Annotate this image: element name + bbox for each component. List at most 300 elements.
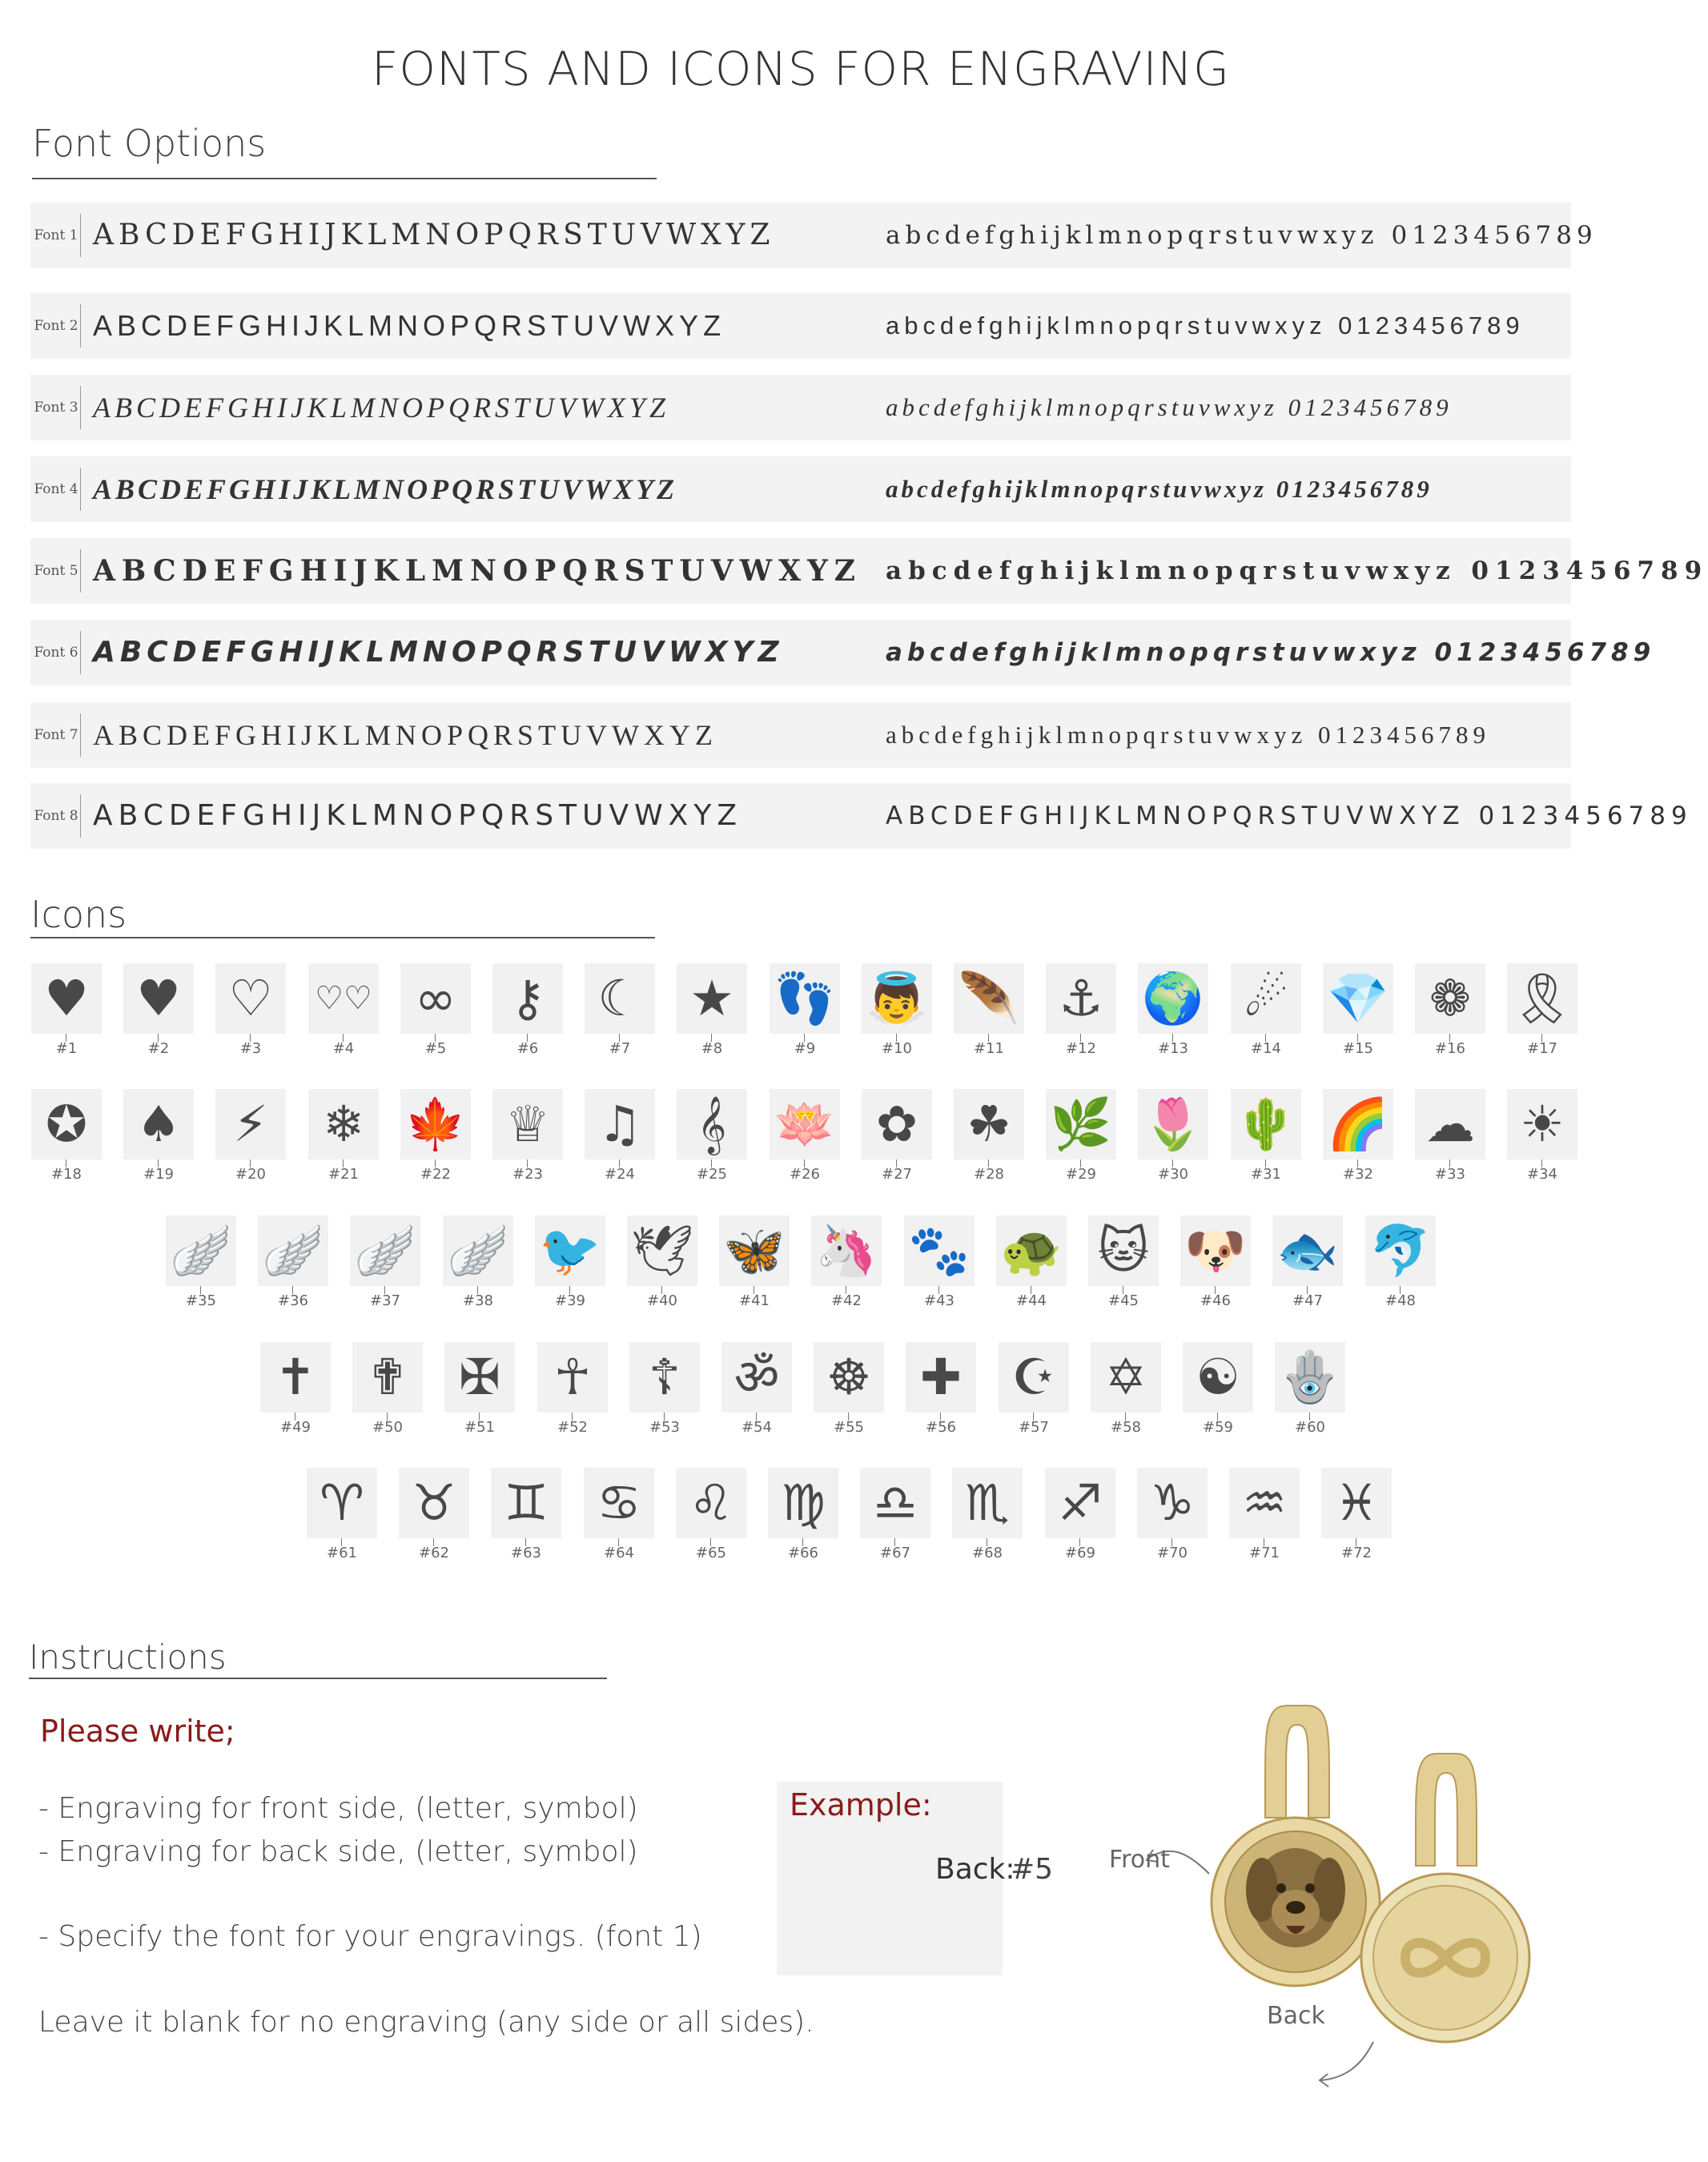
icon-glyph: ☸ [826,1348,871,1406]
icon-option [805,1342,893,1434]
icon-number: #9 [794,1040,816,1057]
icon-option [575,1468,663,1560]
icon-option [390,1468,478,1560]
icon-glyph: ♓ [1334,1473,1379,1532]
icon-option [668,963,756,1055]
icon-number: #31 [1251,1166,1281,1183]
infinity-icon [400,963,471,1034]
dove-icon [627,1216,697,1286]
icon-option [298,1468,386,1560]
icon-glyph: ☄ [1244,969,1288,1027]
globe-icon [1138,963,1208,1034]
icon-option [251,1342,340,1434]
treble-clef-icon [677,1089,747,1159]
om-icon [721,1342,792,1413]
icon-number: #14 [1251,1040,1281,1057]
icon-option [526,1216,614,1308]
icon-number: #53 [649,1419,680,1436]
instructions-heading: Instructions [29,1638,227,1677]
icon-glyph: ✝ [275,1348,316,1406]
icon-number: #38 [463,1292,493,1309]
icon-glyph: 👣 [774,969,836,1027]
icon-glyph: ♫ [597,1095,642,1153]
icon-glyph: ✡ [1105,1348,1147,1406]
font-uppercase-sample: ABCDEFGHIJKLMNOPQRSTUVWXYZ [93,554,862,588]
wing-left-icon [166,1216,236,1286]
icon-glyph: ⚡ [233,1095,268,1153]
capricorn-icon [1137,1468,1208,1538]
icon-option [484,1089,572,1181]
icon-glyph: 🦋 [723,1221,786,1280]
icon-option [759,1468,847,1560]
icon-option [1129,1089,1217,1181]
icon-number: #21 [328,1166,359,1183]
icon-number: #61 [327,1545,357,1561]
icon-glyph: ♕ [505,1095,550,1153]
icon-number: #6 [516,1040,539,1057]
icon-glyph: 🦄 [815,1221,878,1280]
please-write-label: Please write; [40,1714,235,1749]
plus-cross-icon [906,1342,976,1413]
icon-glyph: 🍁 [404,1095,467,1153]
icon-number: #67 [880,1545,910,1561]
icon-option [392,963,480,1055]
lightning-icon [215,1089,286,1159]
icon-number: #25 [697,1166,727,1183]
example-back-label: Back: [935,1853,1015,1886]
instructions-underline [29,1678,607,1679]
icon-glyph: ★ [689,969,734,1027]
font-uppercase-sample: ABCDEFGHIJKLMNOPQRSTUVWXYZ [93,309,726,342]
cancer-icon [584,1468,654,1538]
icon-glyph: ♒ [1242,1473,1287,1532]
icon-option [668,1089,756,1181]
icon-number: #26 [790,1166,820,1183]
icon-glyph: 🕊 [630,1221,694,1280]
font-lowercase-sample: abcdefghijklmnopqrstuvwxyz 0123456789 [886,638,1656,667]
cross-icon [260,1342,331,1413]
font-label: Font 8 [34,808,78,824]
icon-glyph: 𝄞 [697,1095,727,1153]
icon-glyph: 🌍 [1142,969,1204,1027]
icon-number: #40 [647,1292,677,1309]
icon-glyph: ☯ [1196,1348,1240,1406]
icon-number: #50 [372,1419,403,1436]
icon-glyph: 💎 [1327,969,1389,1027]
icon-number: #11 [974,1040,1004,1057]
butterfly-icon [719,1216,790,1286]
icon-glyph: ✟ [367,1348,408,1406]
hamsa-icon [1275,1342,1345,1413]
icon-option [1079,1216,1167,1308]
icon-option [945,963,1033,1055]
icon-glyph: 🐾 [908,1221,971,1280]
instruction-font: - Specify the font for your engravings. (font 1) [38,1920,702,1953]
font-lowercase-sample: abcdefghijklmnopqrstuvwxyz 0123456789 [886,311,1525,340]
icon-glyph: ✿ [876,1095,918,1153]
font-uppercase-sample: ABCDEFGHIJKLMNOPQRSTUVWXYZ [93,719,718,751]
icons-underline [30,937,655,938]
icon-glyph: ♎ [873,1473,918,1532]
icon-glyph: ☦ [648,1348,681,1406]
icons-heading: Icons [30,893,127,936]
icon-number: #44 [1016,1292,1047,1309]
font-options-heading: Font Options [32,122,267,165]
icon-option [576,963,664,1055]
icon-number: #32 [1343,1166,1373,1183]
icon-glyph: 🪶 [958,969,1020,1027]
icon-number: #72 [1341,1545,1372,1561]
anchor-icon [1046,963,1116,1034]
font-lowercase-sample: abcdefghijklmnopqrstuvwxyz 0123456789 [886,221,1597,250]
icon-glyph: ☀ [1520,1095,1565,1153]
icon-number: #13 [1158,1040,1188,1057]
icon-number: #16 [1435,1040,1465,1057]
pisces-icon [1321,1468,1392,1538]
font-lowercase-sample: abcdefghijklmnopqrstuvwxyz 0123456789 [886,475,1433,503]
icon-number: #71 [1249,1545,1280,1561]
icon-option [1082,1342,1170,1434]
icon-option [853,963,941,1055]
icon-glyph: 🐱 [1097,1221,1150,1280]
pendant-illustration [1105,1698,1585,2146]
font-row-7 [30,702,1571,768]
crown-icon [492,1089,563,1159]
icon-glyph: 🐶 [1184,1221,1247,1280]
aries-icon [307,1468,377,1538]
icon-option [22,963,111,1055]
star-of-david-icon [1091,1342,1161,1413]
font-label: Font 5 [34,563,78,579]
icon-number: #19 [143,1166,174,1183]
sagittarius-icon [1045,1468,1115,1538]
rainbow-icon [1323,1089,1393,1159]
bird-icon [535,1216,605,1286]
icon-number: #28 [974,1166,1004,1183]
icon-glyph: ❄ [323,1095,364,1153]
font-uppercase-sample: ABCDEFGHIJKLMNOPQRSTUVWXYZ [93,473,678,505]
icon-glyph: 🪽 [262,1221,324,1280]
ribbon-icon [1507,963,1577,1034]
shooting-star-icon [1231,963,1301,1034]
icon-glyph: ✪ [46,1095,87,1153]
font-row-1 [30,203,1597,268]
icon-number: #46 [1200,1292,1231,1309]
music-note-icon [585,1089,655,1159]
icon-number: #24 [605,1166,635,1183]
icon-option [761,1089,849,1181]
icon-number: #15 [1343,1040,1373,1057]
icon-number: #1 [55,1040,78,1057]
back-label: Back [1267,2002,1325,2030]
icon-option [943,1468,1031,1560]
cloud-icon [1415,1089,1485,1159]
ornate-cross-icon [444,1342,515,1413]
icon-number: #17 [1527,1040,1557,1057]
icon-option [897,1342,985,1434]
icon-glyph: 🌈 [1327,1095,1389,1153]
instruction-front: - Engraving for front side, (letter, symbol) [38,1792,638,1825]
icon-glyph: ♐ [1058,1473,1103,1532]
font-row-5 [30,538,1708,604]
font-lowercase-sample: abcdefghijklmnopqrstuvwxyz 0123456789 [886,393,1453,421]
icon-number: #10 [882,1040,912,1057]
font-uppercase-sample: ABCDEFGHIJKLMNOPQRSTUVWXYZ [93,636,784,669]
icon-option [392,1089,480,1181]
icon-number: #27 [882,1166,912,1183]
icon-number: #39 [555,1292,585,1309]
icon-option [1037,1089,1125,1181]
icon-number: #70 [1157,1545,1188,1561]
icon-option [157,1216,245,1308]
icon-glyph: ♥ [136,969,181,1027]
icon-option [434,1216,522,1308]
icon-option [115,963,203,1055]
icon-option [1266,1342,1354,1434]
font-row-6 [30,620,1656,685]
icon-glyph: 🪬 [1279,1348,1341,1406]
icon-glyph: 🐬 [1369,1221,1432,1280]
icon-option [990,1342,1078,1434]
turtle-icon [996,1216,1067,1286]
spade-icon [123,1089,194,1159]
icon-option [851,1468,939,1560]
icon-glyph: ☁ [1425,1095,1475,1153]
icon-glyph: 👼 [866,969,928,1027]
icon-option [249,1216,337,1308]
instruction-back: - Engraving for back side, (letter, symbol) [38,1835,638,1868]
font-label-separator [80,549,81,593]
icon-glyph: ♏ [965,1473,1010,1532]
gemini-icon [491,1468,561,1538]
icon-glyph: ॐ [733,1348,780,1406]
icon-number: #55 [834,1419,864,1436]
font-lowercase-sample: ABCDEFGHIJKLMNOPQRSTUVWXYZ 0123456789 [886,802,1693,830]
icon-glyph: ♍ [781,1473,826,1532]
icon-option [1037,963,1125,1055]
icon-glyph: ♑ [1150,1473,1195,1532]
olive-branch-icon [1046,1089,1116,1159]
aquarius-icon [1229,1468,1300,1538]
icon-number: #63 [511,1545,541,1561]
snowflake-icon [308,1089,379,1159]
icon-number: #66 [788,1545,818,1561]
icon-glyph: 🌿 [1050,1095,1112,1153]
icon-number: #36 [278,1292,308,1309]
two-hearts-icon [308,963,379,1034]
icon-option [621,1342,709,1434]
icon-number: #56 [926,1419,956,1436]
icon-glyph: 🐦 [539,1221,601,1280]
icon-number: #62 [419,1545,449,1561]
icon-option [299,1089,388,1181]
icon-glyph: ♠ [136,1095,181,1153]
sun-icon [1507,1089,1577,1159]
icon-option [22,1089,111,1181]
footprints-icon [770,963,840,1034]
icon-option [1174,1342,1262,1434]
instruction-blank: Leave it blank for no engraving (any side or all sides). [38,2006,814,2039]
icon-glyph: ✠ [459,1348,500,1406]
font-row-2 [30,293,1571,359]
icon-number: #33 [1435,1166,1465,1183]
icon-option [853,1089,941,1181]
back-pendant [1361,1754,1529,2042]
icon-number: #41 [739,1292,770,1309]
icon-option [341,1216,429,1308]
icon-glyph: ♊ [504,1473,549,1532]
icon-option [1036,1468,1124,1560]
icon-option [1314,963,1402,1055]
taurus-icon [399,1468,469,1538]
font-label: Font 4 [34,481,78,497]
font-uppercase-sample: ABCDEFGHIJKLMNOPQRSTUVWXYZ [93,799,742,832]
scorpio-icon [952,1468,1023,1538]
front-label: Front [1109,1846,1170,1874]
font-label-separator [80,713,81,757]
page-title: FONTS AND ICONS FOR ENGRAVING [372,42,1230,96]
icon-number: #45 [1108,1292,1139,1309]
leo-icon [676,1468,746,1538]
icon-option [115,1089,203,1181]
icon-number: #57 [1019,1419,1049,1436]
icon-number: #23 [512,1166,543,1183]
icon-option [667,1468,755,1560]
example-label: Example: [790,1787,932,1822]
font-lowercase-sample: abcdefghijklmnopqrstuvwxyz 0123456789 [886,721,1490,749]
icon-glyph: ♥ [44,969,89,1027]
lotus-icon [770,1089,840,1159]
icon-option [436,1342,524,1434]
icon-option [1498,963,1586,1055]
icon-number: #49 [280,1419,311,1436]
icon-option [484,963,572,1055]
icon-option [482,1468,570,1560]
icon-number: #68 [972,1545,1003,1561]
icon-glyph: ☥ [553,1348,592,1406]
font-label: Font 3 [34,400,78,416]
icon-option [802,1216,890,1308]
icon-number: #12 [1066,1040,1096,1057]
icon-number: #35 [186,1292,216,1309]
icon-glyph: 🌷 [1142,1095,1204,1153]
icon-number: #30 [1158,1166,1188,1183]
icon-option [1222,1089,1310,1181]
icon-option [576,1089,664,1181]
dharma-wheel-icon [814,1342,884,1413]
icon-glyph: 🪽 [354,1221,416,1280]
font-row-3 [30,375,1571,440]
icon-option [1356,1216,1445,1308]
font-label-separator [80,214,81,257]
icon-option [207,963,295,1055]
icon-glyph: ♌ [689,1473,733,1532]
icon-glyph: ⚓ [1059,969,1103,1027]
front-pendant [1212,1706,1380,1986]
icon-number: #18 [51,1166,82,1183]
icon-option [1171,1216,1260,1308]
icon-number: #5 [424,1040,447,1057]
icon-option [1406,1089,1494,1181]
icon-option [1264,1216,1352,1308]
ankh-icon [537,1342,608,1413]
icon-glyph: ∞ [415,969,456,1027]
font-label-separator [80,468,81,511]
yin-yang-icon [1183,1342,1253,1413]
icon-number: #7 [609,1040,631,1057]
icon-option [1220,1468,1308,1560]
back-arrow-icon [1321,2042,1373,2080]
icon-option [761,963,849,1055]
icon-option [1129,963,1217,1055]
heart-icon [31,963,102,1034]
icon-number: #37 [370,1292,400,1309]
font-uppercase-sample: ABCDEFGHIJKLMNOPQRSTUVWXYZ [93,219,775,251]
icon-option [710,1216,798,1308]
flower-icon [862,1089,932,1159]
icon-glyph: ♋ [597,1473,641,1532]
icon-glyph: ☘ [967,1095,1011,1153]
font-label: Font 6 [34,645,78,661]
icon-option [1498,1089,1586,1181]
icon-option [1314,1089,1402,1181]
tulip-icon [1138,1089,1208,1159]
diamond-icon [1323,963,1393,1034]
icon-option [1406,963,1494,1055]
icon-option [945,1089,1033,1181]
icon-number: #52 [557,1419,588,1436]
icon-option [344,1342,432,1434]
icon-glyph: 🐟 [1276,1221,1339,1280]
icon-number: #22 [420,1166,451,1183]
crescent-star-icon [999,1342,1069,1413]
icon-glyph: 🌵 [1235,1095,1297,1153]
icon-glyph: ☪ [1011,1348,1056,1406]
icon-number: #4 [332,1040,355,1057]
icon-number: #48 [1385,1292,1416,1309]
font-label-separator [80,794,81,838]
icon-glyph: ❁ [1429,969,1471,1027]
crescent-moon-icon [585,963,655,1034]
font-label-separator [80,386,81,429]
icon-glyph: ♈ [319,1473,364,1532]
angel-icon [862,963,932,1034]
font-label-separator [80,304,81,348]
icon-glyph: ♡ [228,969,273,1027]
icon-glyph: ✚ [920,1348,962,1406]
icon-glyph: ♉ [412,1473,456,1532]
star-circle-icon [31,1089,102,1159]
icon-number: #58 [1111,1419,1141,1436]
wing-right-icon [258,1216,328,1286]
maple-leaf-icon [400,1089,471,1159]
cross-outline-icon [352,1342,423,1413]
cactus-icon [1231,1089,1301,1159]
unicorn-icon [811,1216,882,1286]
winged-heart-icon [123,963,194,1034]
icon-glyph: 🪽 [447,1221,509,1280]
icon-number: #2 [147,1040,170,1057]
cat-icon [1088,1216,1159,1286]
mandala-icon [1415,963,1485,1034]
icon-number: #64 [604,1545,634,1561]
wing-outline-icon [443,1216,513,1286]
libra-icon [860,1468,930,1538]
dog-icon [1180,1216,1251,1286]
virgo-icon [768,1468,838,1538]
icon-number: #59 [1203,1419,1233,1436]
icon-glyph: ☾ [597,969,642,1027]
